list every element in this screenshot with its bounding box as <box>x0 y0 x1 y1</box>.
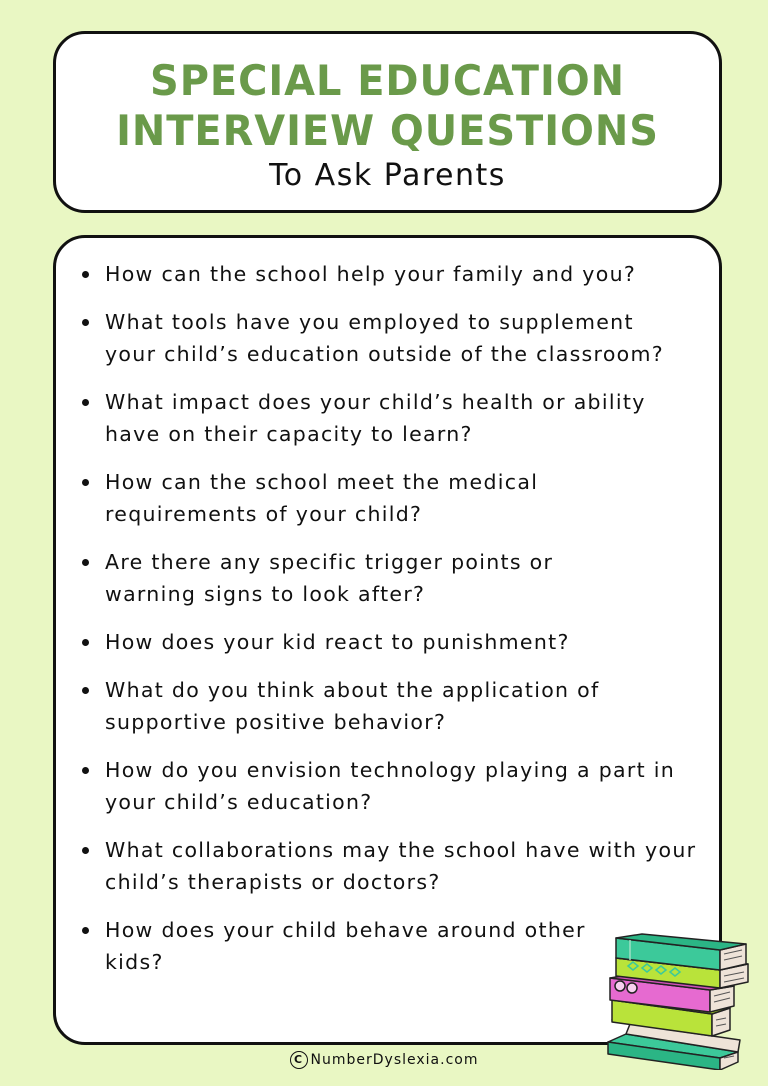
bullet-icon <box>82 319 89 326</box>
list-item <box>80 546 645 610</box>
question-text: Are there any specific trigger points or warning signs to look after? <box>105 550 554 606</box>
list-item <box>80 626 700 658</box>
question-text: How can the school help your family and you? <box>105 262 637 286</box>
question-text: How does your child behave around other kids? <box>105 918 586 974</box>
bullet-icon <box>82 767 89 774</box>
bullet-icon <box>82 271 89 278</box>
list-item <box>80 466 605 530</box>
footer <box>0 1051 768 1069</box>
bullet-icon <box>82 559 89 566</box>
list-item <box>80 914 650 978</box>
title-line-1: SPECIAL EDUCATION <box>150 56 625 105</box>
question-text: How do you envision technology playing a part in your child’s education? <box>105 758 676 814</box>
questions-list <box>80 258 700 994</box>
list-item <box>80 674 695 738</box>
question-text: What tools have you employed to supplement your child’s education outside of the classroom? <box>105 310 664 366</box>
bullet-icon <box>82 927 89 934</box>
bullet-icon <box>82 847 89 854</box>
questions-panel <box>53 235 722 1045</box>
bullet-icon <box>82 399 89 406</box>
question-text: How can the school meet the medical requirements of your child? <box>105 470 539 526</box>
question-text: What impact does your child’s health or ability have on their capacity to learn? <box>105 390 646 446</box>
site-name: NumberDyslexia.com <box>310 1052 479 1068</box>
question-text: What collaborations may the school have with your child’s therapists or doctors? <box>105 838 697 894</box>
bullet-icon <box>82 639 89 646</box>
bullet-icon <box>82 479 89 486</box>
list-item <box>80 258 700 290</box>
list-item <box>80 834 715 898</box>
bullet-icon <box>82 687 89 694</box>
books-stack-icon <box>600 930 760 1070</box>
title-panel <box>53 31 722 213</box>
list-item <box>80 754 700 818</box>
subtitle: To Ask Parents <box>269 158 506 193</box>
question-text: How does your kid react to punishment? <box>105 630 570 654</box>
title-line-2: INTERVIEW QUESTIONS <box>116 106 659 155</box>
copyright-icon: C <box>290 1051 308 1069</box>
list-item <box>80 306 685 370</box>
question-text: What do you think about the application of supportive positive behavior? <box>105 678 600 734</box>
list-item <box>80 386 700 450</box>
